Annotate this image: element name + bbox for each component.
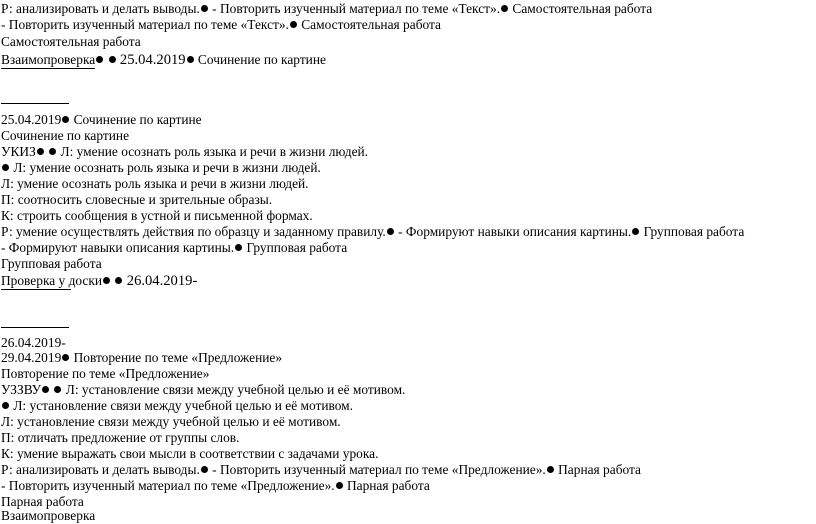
bullet-icon <box>2 402 9 409</box>
text-line <box>1 335 66 351</box>
text-line <box>1 1 652 17</box>
separator-rule <box>1 103 69 104</box>
text-run: Р: анализировать и делать выводы. <box>1 462 200 477</box>
text-run: 25.04.2019 <box>1 112 62 127</box>
text-run: Л: умение осознать роль языка и речи в жизни людей. <box>57 144 369 159</box>
text-run: Самостоятельная работа <box>509 1 653 16</box>
date-text: 26.04.2019- <box>126 273 198 289</box>
text-run: К: строить сообщения в устной и письменной формах. <box>1 208 313 223</box>
bullet-icon <box>201 5 208 12</box>
bullet-icon <box>54 386 61 393</box>
text-run: Парная работа <box>1 494 84 509</box>
text-run: К: умение выражать свои мысли в соответствии с задачами урока. <box>1 446 379 461</box>
text-line <box>1 508 95 524</box>
text-run: - Повторить изученный материал по теме «Текст». <box>208 1 501 16</box>
underline-rule <box>1 289 71 290</box>
text-line <box>1 478 430 494</box>
text-run: - Формируют навыки описания картины. <box>394 224 632 239</box>
bullet-icon <box>62 354 69 361</box>
text-line <box>1 176 309 192</box>
text-run: - Повторить изученный материал по теме «Текст». <box>1 17 289 32</box>
text-run: 26.04.2019- <box>1 335 66 350</box>
text-run: Групповая работа <box>1 256 102 271</box>
text-run: Повторение по теме «Предложение» <box>1 366 210 381</box>
text-run: Сочинение по картине <box>194 52 326 67</box>
bullet-icon <box>109 56 116 63</box>
text-run: УКИЗ <box>1 144 36 159</box>
bullet-icon <box>42 386 49 393</box>
text-run: Групповая работа <box>640 224 745 239</box>
text-line <box>1 34 141 50</box>
text-line <box>1 208 313 224</box>
text-run: 29.04.2019 <box>1 350 62 365</box>
text-line <box>1 446 378 462</box>
text-run: - Формируют навыки описания картины. <box>1 240 235 255</box>
text-line <box>1 17 441 33</box>
text-run: Л: установление связи между учебной целью и её мотивом. <box>10 398 353 413</box>
text-run: П: отличать предложение от группы слов. <box>1 430 240 445</box>
text-line <box>1 350 282 366</box>
text-run: Групповая работа <box>243 240 348 255</box>
text-run: Самостоятельная работа <box>297 17 441 32</box>
text-run: Взаимопроверка <box>1 52 96 67</box>
text-run: П: соотносить словесные и зрительные образы. <box>1 192 273 207</box>
text-run: Л: установление связи между учебной целью и её мотивом. <box>62 382 406 397</box>
text-run: Парная работа <box>343 478 430 493</box>
text-line <box>1 414 341 430</box>
text-run: УЗЗВУ <box>1 382 42 397</box>
bullet-icon <box>201 466 208 473</box>
text-line <box>1 52 326 68</box>
bullet-icon <box>96 56 103 63</box>
text-run: Самостоятельная работа <box>1 34 141 49</box>
text-run: Сочинение по картине <box>70 112 202 127</box>
bullet-icon <box>103 277 110 284</box>
bullet-icon <box>235 244 242 251</box>
text-line <box>1 144 368 160</box>
separator-rule <box>1 327 69 328</box>
text-line <box>1 462 641 478</box>
bullet-icon <box>115 277 122 284</box>
text-run: - Повторить изученный материал по теме «Предложение». <box>1 478 335 493</box>
text-line <box>1 430 239 446</box>
text-run: Р: анализировать и делать выводы. <box>1 1 200 16</box>
text-run: - Повторить изученный материал по теме «Предложение». <box>208 462 546 477</box>
text-line <box>1 273 197 289</box>
bullet-icon <box>187 56 194 63</box>
underline-rule <box>1 68 95 69</box>
text-line <box>1 382 405 398</box>
text-run: Проверка у доски <box>1 273 103 288</box>
text-line <box>1 224 744 240</box>
bullet-icon <box>632 228 639 235</box>
text-line <box>1 366 209 382</box>
bullet-icon <box>336 482 343 489</box>
text-run: Л: умение осознать роль языка и речи в жизни людей. <box>10 160 321 175</box>
text-run: Р: умение осуществлять действия по образцу и заданному правилу. <box>1 224 386 239</box>
bullet-icon <box>387 228 394 235</box>
text-run: Парная работа <box>554 462 641 477</box>
bullet-icon <box>62 116 69 123</box>
text-line <box>1 160 321 176</box>
text-line <box>1 256 102 272</box>
text-run: Сочинение по картине <box>1 128 130 143</box>
bullet-icon <box>2 164 9 171</box>
bullet-icon <box>49 148 56 155</box>
date-text: 25.04.2019 <box>119 52 186 68</box>
text-line <box>1 398 353 414</box>
bullet-icon <box>37 148 44 155</box>
text-run: Л: умение осознать роль языка и речи в жизни людей. <box>1 176 309 191</box>
bullet-icon <box>547 466 554 473</box>
text-line <box>1 128 129 144</box>
text-run: Повторение по теме «Предложение» <box>70 350 283 365</box>
text-run: Л: установление связи между учебной целью и её мотивом. <box>1 414 341 429</box>
text-run: Взаимопроверка <box>1 508 96 523</box>
text-line <box>1 112 202 128</box>
text-line <box>1 192 272 208</box>
bullet-icon <box>501 5 508 12</box>
bullet-icon <box>290 21 297 28</box>
text-line <box>1 240 347 256</box>
